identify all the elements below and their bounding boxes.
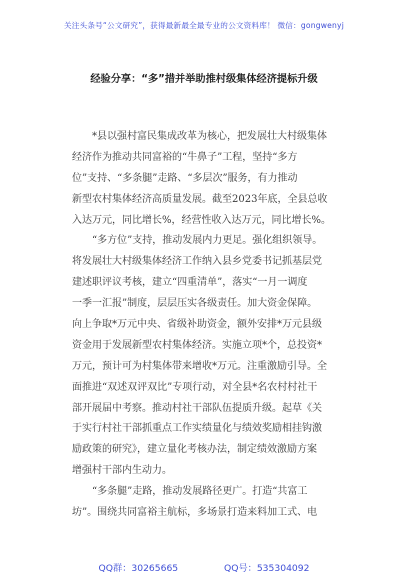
body-line: 将发展壮大村级集体经济工作纳入县乡党委书记抓基层党 <box>72 256 322 268</box>
body-line: 位”支持、“多条腿”走路、“多层次”服务，有力推动 <box>72 172 298 184</box>
body-line: 励政策的研究》，建立量化考核办法，制定绩效激励方案 <box>72 444 317 456</box>
contact-footer <box>0 560 408 574</box>
body-line: “多条腿”走路，推动发展路径更广。打造“共富工 <box>92 486 308 498</box>
body-line: 入达万元，同比增长%，经营性收入达万元，同比增长%。 <box>72 214 332 226</box>
document-body <box>72 127 356 524</box>
body-line: 部开展届中考察。推动村社干部队伍提质升级。起草《关 <box>72 402 322 414</box>
body-line: 增强村干部内生动力。 <box>72 465 172 477</box>
body-line: 于实行村社干部抓重点工作实绩量化与绩效奖励相挂钩激 <box>72 423 322 435</box>
document-title: 经验分享：“多”措并举助推村级集体经济提标升级 <box>90 74 318 85</box>
body-line: 建述职评议考核，建立“四重清单”，落实“一月一调度 <box>72 277 308 289</box>
body-line: 向上争取*万元中央、省级补助资金，额外安排*万元县级 <box>72 319 322 331</box>
body-line: “多方位”支持，推动发展内力更足。强化组织领导。 <box>92 235 323 247</box>
body-line: 一季一汇报”制度，层层压实各级责任。加大资金保障。 <box>72 298 318 310</box>
body-line: 坊”。围绕共同富裕主航标，多场景打造来料加工式、电 <box>72 507 318 519</box>
promo-banner: 关注头条号“公文研究”，获得最新最全最专业的公文资料库！ 微信：gongwenyj <box>63 21 345 30</box>
qq-number-text: QQ号：535304092 <box>224 563 310 574</box>
qq-group-text: QQ群：30265665 <box>98 563 179 574</box>
body-line: *县以强村富民集成改革为核心，把发展壮大村级集体 <box>92 131 327 142</box>
body-line: 资金用于发展新型农村集体经济。实施立项*个，总投资* <box>72 339 322 351</box>
body-line: 面推进“双述双评双比”专项行动，对全县*名农村村社干 <box>72 381 318 393</box>
body-line: 万元，预计可为村集体带来增收*万元。注重激励引导。全 <box>72 360 327 372</box>
body-line: 新型农村集体经济高质量发展。截至2023年底，全县总收 <box>72 193 328 205</box>
body-line: 经济作为推动共同富裕的“牛鼻子”工程，坚持“多方 <box>72 151 298 163</box>
